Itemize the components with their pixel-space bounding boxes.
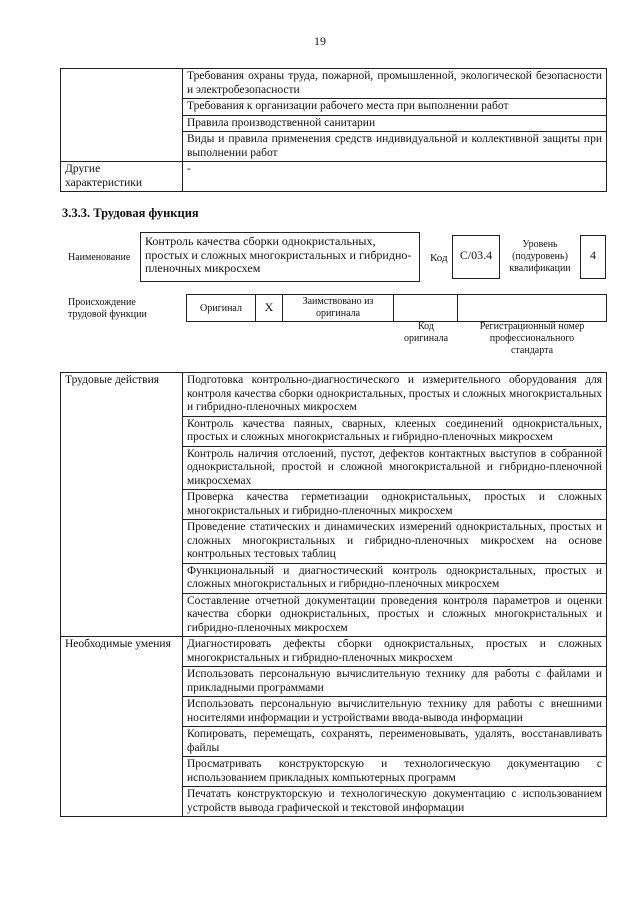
skill-item: Просматривать конструкторскую и технологическую документацию с использованием прикладных компьютерных программ (183, 757, 607, 787)
top-table (60, 68, 607, 192)
skill-item: Использовать персональную вычислительную технику для работы с файлами и прикладными программами (183, 667, 607, 697)
name-label: Наименование (68, 252, 131, 263)
level-label: Уровень (подуровень) квалификации (509, 239, 571, 274)
origin-mark-cell (255, 294, 283, 322)
top-table-item: - (183, 162, 607, 192)
top-table-label-other: Другие характеристики (61, 162, 183, 192)
origin-borrowed-label: Заимствовано из оригинала (302, 296, 374, 319)
level-box: 4 (580, 235, 606, 279)
origin-original-label: Оригинал (200, 303, 242, 314)
origin-label: Происхождение трудовой функции (68, 297, 147, 320)
code-label: Код (430, 252, 448, 264)
origin-borrowed-cell (282, 294, 394, 322)
action-item: Составление отчетной документации проведения контроля параметров и оценки качества сборки однокристальных, простых и сложных многокристальных и гибридно-пленочных микросхем (183, 593, 607, 637)
group-label-skills: Необходимые умения (61, 637, 183, 817)
top-table-item: Правила производственной санитарии (183, 115, 607, 132)
origin-reg-cell (457, 294, 607, 322)
skill-item: Копировать, перемещать, сохранять, переименовывать, удалять, восстанавливать файлы (183, 727, 607, 757)
section-title: 3.3.3. Трудовая функция (62, 206, 199, 220)
group-label-actions: Трудовые действия (61, 373, 183, 637)
origin-original-cell (186, 294, 256, 322)
top-table-label-empty (61, 69, 183, 162)
origin-code-caption: Код оригинала (403, 321, 449, 344)
page-number: 19 (314, 34, 326, 48)
skill-item: Использовать персональную вычислительную технику для работы с внешними носителями информации и устройствами ввода-вывода информации (183, 697, 607, 727)
action-item: Контроль качества паяных, сварных, клееных соединений однокристальных, простых и сложных многокристальных и гибридно-пленочных микросхем (183, 416, 607, 446)
function-name-box: Контроль качества сборки однокристальных, простых и сложных многокристальных и гибридно-пленочных микросхем (140, 232, 420, 282)
action-item: Подготовка контрольно-диагностического и измерительного оборудования для контроля качества сборки однокристальных, простых и сложных многокристальных и гибридно-пленочных микросхем (183, 373, 607, 417)
code-box: C/03.4 (452, 235, 500, 279)
origin-code-cell (393, 294, 458, 322)
top-table-item: Требования к организации рабочего места при выполнении работ (183, 99, 607, 116)
skill-item: Диагностировать дефекты сборки однокристальных, простых и сложных многокристальных и гибридно-пленочных микросхем (183, 637, 607, 667)
top-table-item: Виды и правила применения средств индивидуальной и коллективной защиты при выполнении работ (183, 132, 607, 162)
top-table-item: Требования охраны труда, пожарной, промышленной, экологической безопасности и электробезопасности (183, 69, 607, 99)
origin-reg-caption: Регистрационный номер профессионального стандарта (479, 321, 585, 356)
origin-mark: X (264, 300, 274, 314)
main-table (60, 372, 607, 817)
skill-item: Печатать конструкторскую и технологическую документацию с использованием устройств вывода графической и текстовой информации (183, 787, 607, 817)
action-item: Проверка качества герметизации однокристальных, простых и сложных многокристальных и гибридно-пленочных микросхем (183, 490, 607, 520)
action-item: Контроль наличия отслоений, пустот, дефектов контактных выступов в собранной однокристальной, простой и сложной многокристальной и гибридно-пленочной микросхемах (183, 446, 607, 490)
action-item: Проведение статических и динамических измерений однокристальных, простых и сложных многокристальных и гибридно-пленочных микросхем на основе контрольных тестовых таблиц (183, 520, 607, 564)
action-item: Функциональный и диагностический контроль однокристальных, простых и сложных многокристальных и гибридно-пленочных микросхем (183, 563, 607, 593)
